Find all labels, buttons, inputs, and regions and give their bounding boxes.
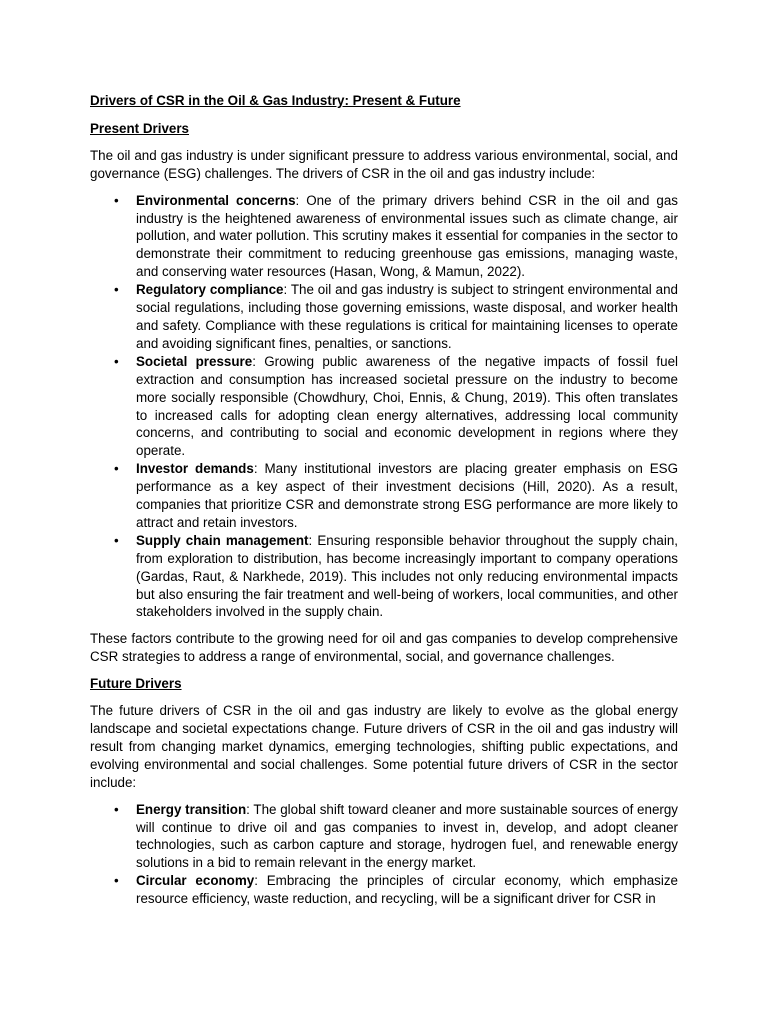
driver-term: Energy transition: [136, 801, 247, 817]
future-drivers-list: [90, 801, 678, 908]
bullet-icon: •: [114, 873, 119, 889]
driver-description: : Embracing the principles of circular economy, which emphasize resource efficiency, waste reduction, and recycling, will be a significant driver for CSR in: [136, 873, 678, 907]
list-item: [90, 460, 678, 532]
driver-term: Circular economy: [136, 873, 255, 889]
bullet-icon: •: [114, 282, 119, 298]
present-conclusion-paragraph: These factors contribute to the growing need for oil and gas companies to develop comprehensive CSR strategies to address a range of environmental, social, and governance challenges.: [90, 631, 678, 665]
bullet-icon: •: [114, 461, 119, 477]
present-intro-paragraph: The oil and gas industry is under significant pressure to address various environmental, social, and governance (ESG) challenges. The drivers of CSR in the oil and gas industry include:: [90, 147, 678, 181]
bullet-icon: •: [114, 801, 119, 817]
driver-description: : Ensuring responsible behavior throughout the supply chain, from exploration to distribution, has become increasingly important to company operations (Gardas, Raut, & Narkhede, 2019). This includes not only reducing environmental impacts but also ensuring the fair treatment and well-being of workers, local communities, and other stakeholders involved in the supply chain.: [136, 532, 678, 620]
list-item: [90, 801, 678, 873]
present-drivers-heading: Present Drivers: [90, 120, 189, 136]
driver-description: : Many institutional investors are placing greater emphasis on ESG performance as a key aspect of their investment decisions (Hill, 2020). As a result, companies that prioritize CSR and demonstrate strong ESG performance are more likely to attract and retain investors.: [136, 461, 678, 530]
list-item: [90, 872, 678, 908]
document-page: [90, 92, 678, 917]
list-item: [90, 192, 678, 282]
driver-description: : The global shift toward cleaner and more sustainable sources of energy will continue to drive oil and gas companies to invest in, develop, and adopt cleaner technologies, such as carbon capture and storage, hydrogen fuel, and renewable energy solutions in a bid to remain relevant in the energy market.: [136, 801, 678, 871]
list-item: [90, 532, 678, 622]
list-item: [90, 281, 678, 353]
driver-description: : One of the primary drivers behind CSR in the oil and gas industry is the heightened awareness of environmental issues such as climate change, air pollution, and water pollution. This scrutiny makes it essential for companies in the sector to demonstrate their commitment to reducing greenhouse gas emissions, managing waste, and conserving water resources (Hasan, Wong, & Mamun, 2022).: [136, 192, 678, 280]
driver-term: Supply chain management: [136, 532, 309, 548]
driver-term: Regulatory compliance: [136, 282, 284, 298]
driver-term: Investor demands: [136, 461, 254, 477]
driver-term: Societal pressure: [136, 353, 253, 369]
bullet-icon: •: [114, 532, 119, 548]
driver-description: : Growing public awareness of the negative impacts of fossil fuel extraction and consumption has increased societal pressure on the industry to become more socially responsible (Chowdhury, Choi, Ennis, & Chung, 2019). This often translates to increased calls for adopting clean energy alternatives, addressing local community concerns, and contributing to social and economic development in regions where they operate.: [136, 353, 678, 459]
bullet-icon: •: [114, 192, 119, 208]
present-drivers-list: [90, 192, 678, 622]
document-title: Drivers of CSR in the Oil & Gas Industry: Present & Future: [90, 93, 461, 108]
driver-term: Environmental concerns: [136, 192, 296, 208]
future-intro-paragraph: The future drivers of CSR in the oil and gas industry are likely to evolve as the global energy landscape and societal expectations change. Future drivers of CSR in the oil and gas industry will result from changing market dynamics, emerging technologies, shifting public expectations, and evolving environmental and social challenges. Some potential future drivers of CSR in the sector include:: [90, 703, 678, 790]
bullet-icon: •: [114, 353, 119, 369]
list-item: [90, 353, 678, 460]
future-drivers-heading: Future Drivers: [90, 676, 182, 692]
driver-description: : The oil and gas industry is subject to stringent environmental and social regulations, including those governing emissions, waste disposal, and worker health and safety. Compliance with these regulations is critical for maintaining licenses to operate and avoiding significant fines, penalties, or sanctions.: [136, 282, 678, 351]
